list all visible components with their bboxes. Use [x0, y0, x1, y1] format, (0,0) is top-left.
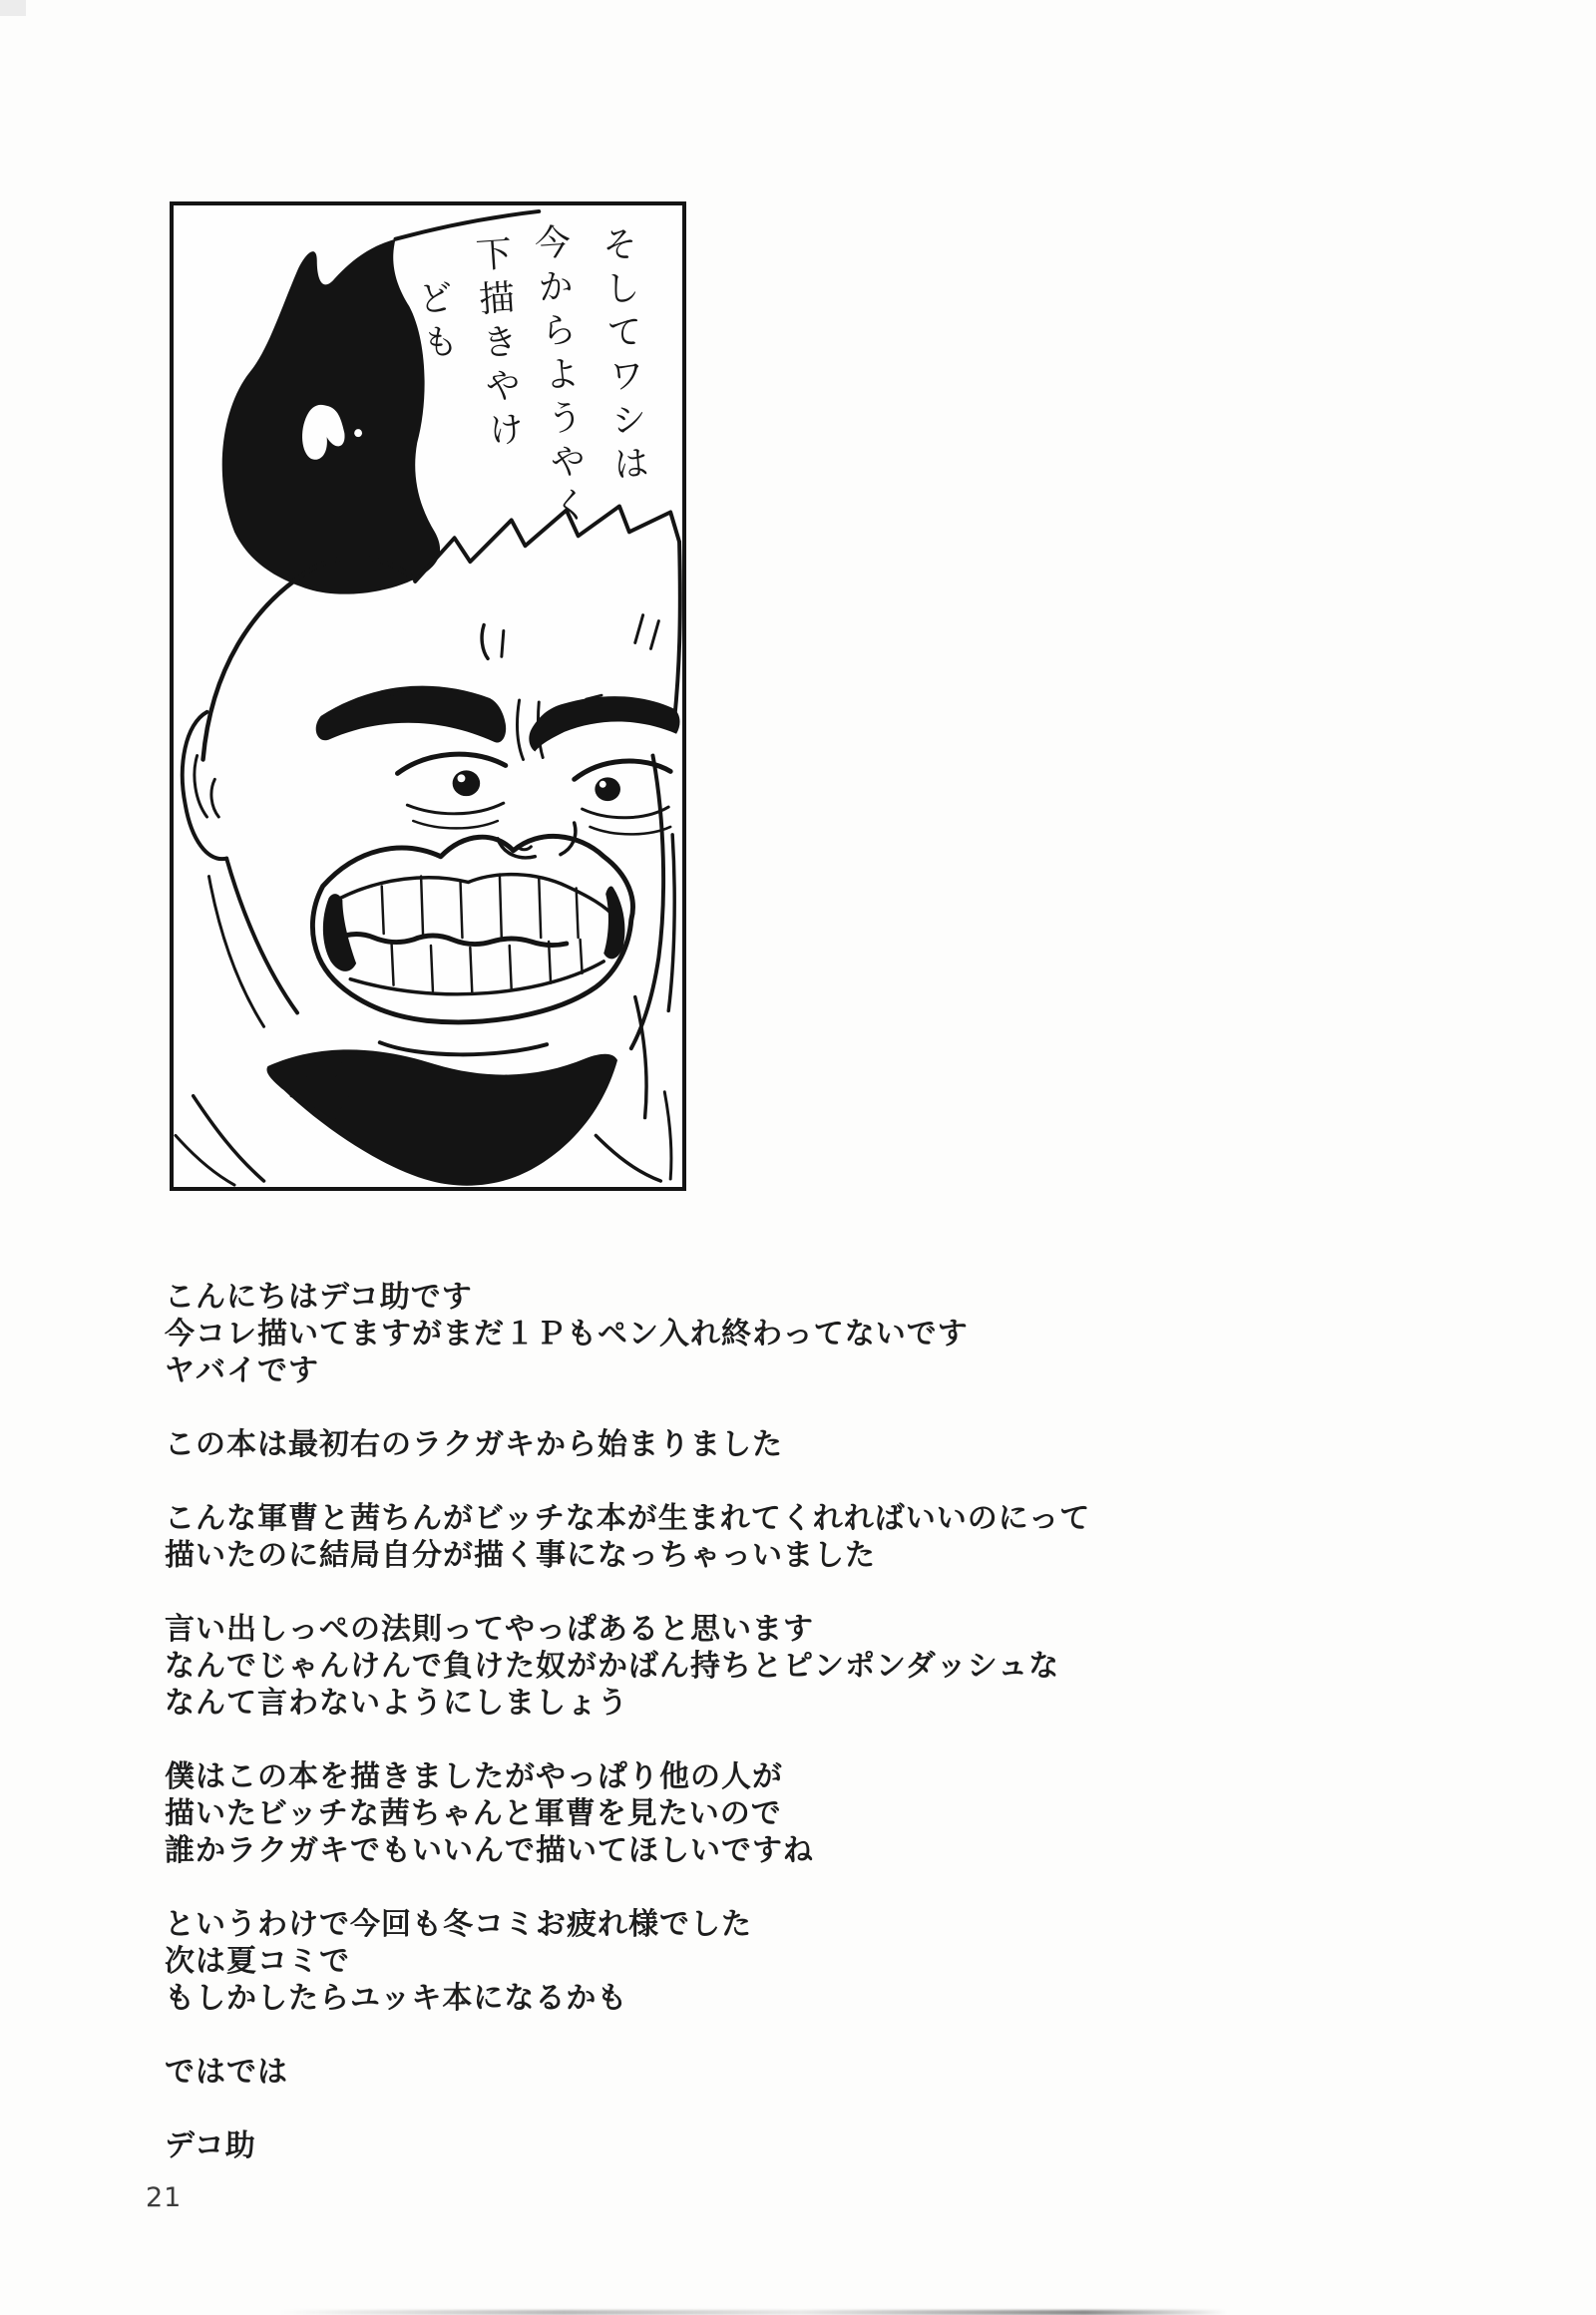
- afterword-line: 描いたビッチな茜ちゃんと軍曹を見たいので: [165, 1796, 782, 1831]
- afterword-paragraph: [165, 1758, 1481, 1869]
- afterword-paragraph: [165, 1611, 1481, 1722]
- afterword-line: こんな軍曹と茜ちんがビッチな本が生まれてくれればいいのにって: [165, 1501, 1091, 1536]
- afterword-line: ヤバイです: [165, 1353, 319, 1388]
- afterword-line: 誰かラクガキでもいいんで描いてほしいですね: [165, 1833, 814, 1868]
- afterword-line: 今コレ描いてますがまだ１Ｐもペン入れ終わってないです: [165, 1317, 969, 1351]
- ear-and-cheek-lines: [183, 712, 297, 1026]
- eyebrows: [316, 686, 680, 760]
- afterword-line: こんにちはデコ助です: [165, 1280, 473, 1315]
- manga-panel: [170, 201, 686, 1191]
- chin-shadow: [266, 1049, 617, 1185]
- handwritten-note-column-1: そしてワシは: [596, 224, 650, 490]
- afterword-closing-line: ではでは: [165, 2055, 288, 2090]
- afterword-paragraph: [165, 1906, 1481, 2017]
- handwritten-note-column-3: 下描きやけ: [469, 233, 526, 457]
- grimace-mouth: [312, 836, 632, 1054]
- eyes: [397, 754, 670, 834]
- right-side-lines: [631, 756, 674, 1118]
- handwritten-note-column-4: ども: [410, 277, 461, 369]
- afterword-signature: デコ助: [165, 2128, 256, 2163]
- afterword-paragraph: [165, 1279, 1481, 1389]
- afterword-line: なんて言わないようにしましょう: [165, 1686, 628, 1721]
- afterword-paragraph: [165, 1500, 1481, 1574]
- afterword-line: 描いたのに結局自分が描く事になっちゃっいました: [165, 1538, 876, 1573]
- afterword-paragraph: [165, 2127, 1481, 2164]
- afterword-line: なんでじゃんけんで負けた奴がかばん持ちとピンポンダッシュな: [165, 1649, 1060, 1684]
- afterword-paragraph: [165, 2054, 1481, 2091]
- page-number: 21: [146, 2182, 183, 2213]
- scan-edge-smudge: [279, 2310, 1227, 2315]
- scan-corner-artifact: [0, 0, 26, 16]
- afterword-line: 僕はこの本を描きましたがやっぱり他の人が: [165, 1759, 783, 1794]
- afterword-line: というわけで今回も冬コミお疲れ様でした: [165, 1907, 752, 1942]
- handwritten-note-column-2: 今からようやく: [528, 221, 591, 533]
- afterword-line: もしかしたらユッキ本になるかも: [165, 1981, 628, 2016]
- afterword-line: この本は最初右のラクガキから始まりました: [165, 1427, 783, 1462]
- afterword-line: 次は夏コミで: [165, 1944, 350, 1979]
- afterword-paragraph: [165, 1426, 1481, 1463]
- afterword-text: [165, 1279, 1481, 2201]
- afterword-line: 言い出しっぺの法則ってやっぱあると思います: [165, 1612, 814, 1647]
